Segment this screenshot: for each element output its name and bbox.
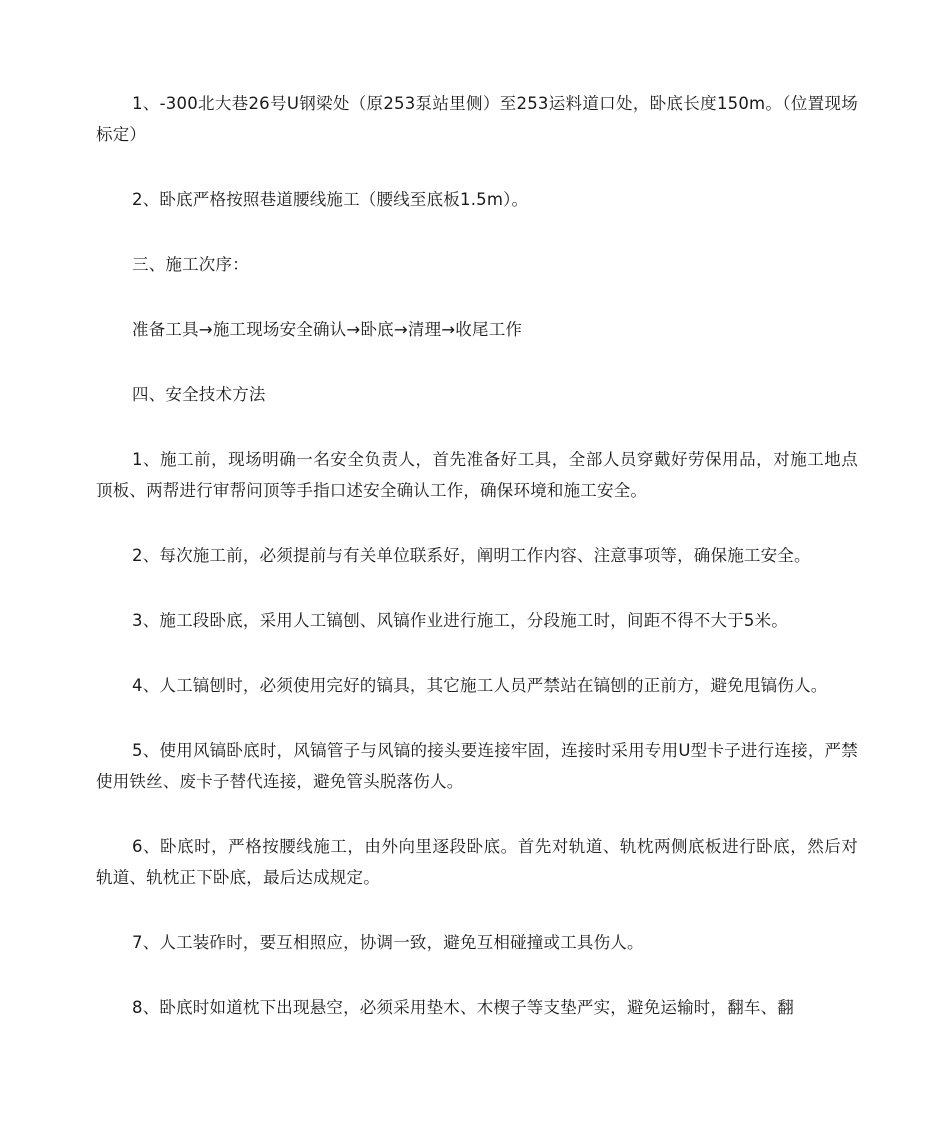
paragraph-construction-sequence: 准备工具→施工现场安全确认→卧底→清理→收尾工作 xyxy=(132,320,523,339)
paragraph-scope: 1、-300北大巷26号U钢梁处（原253泵站里侧）至253运料道口处，卧底长度150m。（位置现场标定） xyxy=(96,94,858,144)
safety-item-3: 3、施工段卧底，采用人工镐刨、风镐作业进行施工，分段施工时，间距不得不大于5米。 xyxy=(132,611,788,630)
document-page xyxy=(96,88,858,1023)
safety-item-4: 4、人工镐刨时，必须使用完好的镐具，其它施工人员严禁站在镐刨的正前方，避免甩镐伤人。 xyxy=(132,676,828,695)
paragraph-waistline: 2、卧底严格按照巷道腰线施工（腰线至底板1.5m）。 xyxy=(132,190,529,209)
section-heading-construction-order: 三、施工次序： xyxy=(132,255,249,274)
safety-item-6: 6、卧底时，严格按腰线施工，由外向里逐段卧底。首先对轨道、轨枕两侧底板进行卧底，然后对轨道、轨枕正下卧底，最后达成规定。 xyxy=(96,837,858,887)
safety-item-2: 2、每次施工前，必须提前与有关单位联系好，阐明工作内容、注意事项等，确保施工安全。 xyxy=(132,546,811,565)
safety-item-7: 7、人工装砟时，要互相照应，协调一致，避免互相碰撞或工具伤人。 xyxy=(132,933,644,952)
section-heading-safety-methods: 四、安全技术方法 xyxy=(132,385,266,404)
safety-item-5: 5、使用风镐卧底时，风镐管子与风镐的接头要连接牢固，连接时采用专用U型卡子进行连接，严禁使用铁丝、废卡子替代连接，避免管头脱落伤人。 xyxy=(96,741,858,791)
safety-item-8: 8、卧底时如道枕下出现悬空，必须采用垫木、木楔子等支垫严实，避免运输时，翻车、翻 xyxy=(132,998,794,1017)
safety-item-1: 1、施工前，现场明确一名安全负责人，首先准备好工具，全部人员穿戴好劳保用品，对施工地点顶板、两帮进行审帮问顶等手指口述安全确认工作，确保环境和施工安全。 xyxy=(96,450,858,500)
